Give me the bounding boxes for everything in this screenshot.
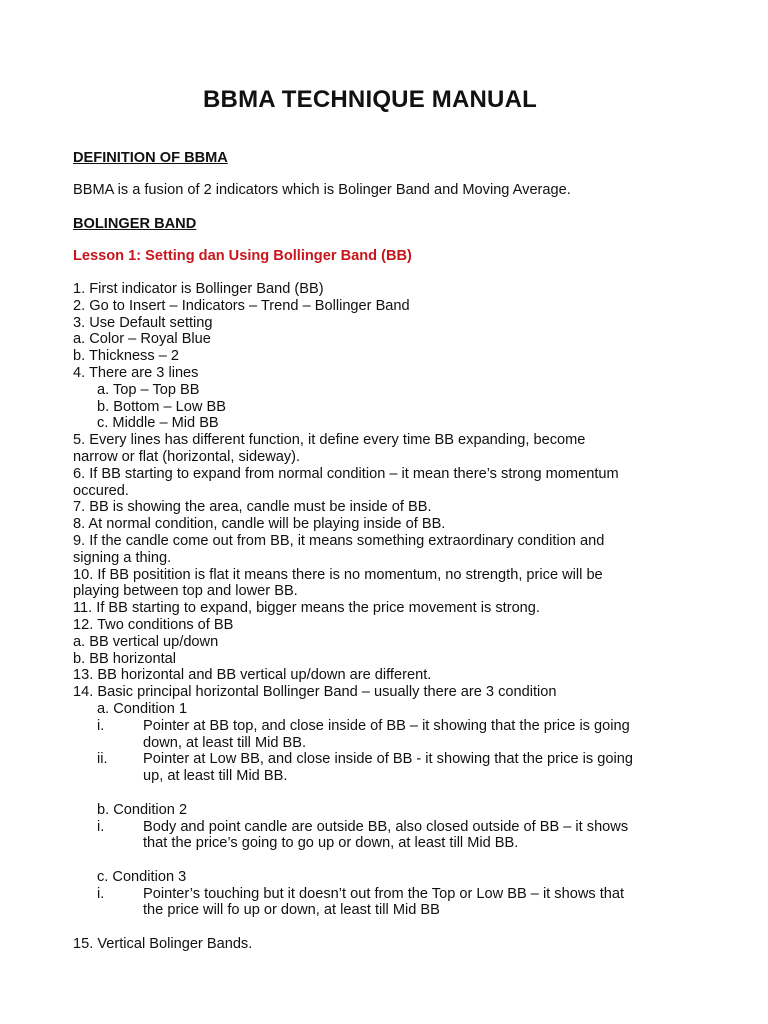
list-item <box>73 819 693 836</box>
list-item: a. Top – Top BB <box>97 381 200 398</box>
list-item: 2. Go to Insert – Indicators – Trend – Bollinger Band <box>73 297 410 314</box>
list-item: 1. First indicator is Bollinger Band (BB) <box>73 281 324 297</box>
list-item: c. Middle – Mid BB <box>97 415 219 432</box>
list-item: 5. Every lines has different function, it define every time BB expanding, become <box>73 432 586 449</box>
spacer <box>73 852 693 869</box>
list-item: playing between top and lower BB. <box>73 583 298 600</box>
list-item: narrow or flat (horizontal, sideway). <box>73 448 301 465</box>
list-item-continuation: that the price’s going to go up or down, at least till Mid BB. <box>143 835 519 852</box>
list-item: a. Condition 1 <box>97 700 188 717</box>
list-item <box>73 886 693 903</box>
list-item: 8. At normal condition, candle will be playing inside of BB. <box>73 516 446 533</box>
lesson-title: Lesson 1: Setting dan Using Bollinger Band (BB) <box>73 248 412 264</box>
list-item: 4. There are 3 lines <box>73 364 199 381</box>
list-item-continuation: up, at least till Mid BB. <box>143 768 288 785</box>
document-title: BBMA TECHNIQUE MANUAL <box>203 86 537 113</box>
spacer <box>73 785 693 802</box>
list-item-text: Body and point candle are outside BB, also closed outside of BB – it shows <box>143 818 629 835</box>
list-item: b. BB horizontal <box>73 650 177 667</box>
list-item: 10. If BB positition is flat it means there is no momentum, no strength, price will be <box>73 566 603 583</box>
definition-heading: DEFINITION OF BBMA <box>73 150 228 166</box>
list-item: 14. Basic principal horizontal Bollinger Band – usually there are 3 condition <box>73 684 557 701</box>
list-item: b. Thickness – 2 <box>73 348 179 365</box>
list-marker: ii. <box>97 751 108 768</box>
list-item: a. Color – Royal Blue <box>73 331 211 348</box>
list-item: 13. BB horizontal and BB vertical up/down are different. <box>73 667 432 684</box>
list-item-text: Pointer at Low BB, and close inside of BB - it showing that the price is going <box>143 751 633 768</box>
spacer <box>73 919 693 936</box>
list-item <box>73 751 693 768</box>
definition-text: BBMA is a fusion of 2 indicators which is Bolinger Band and Moving Average. <box>73 182 571 198</box>
lesson-body <box>73 281 693 953</box>
list-item-text: Pointer’s touching but it doesn’t out from the Top or Low BB – it shows that <box>143 885 625 902</box>
list-item: 6. If BB starting to expand from normal condition – it mean there’s strong momentum <box>73 465 619 482</box>
list-item: 15. Vertical Bolinger Bands. <box>73 936 253 953</box>
list-item-text: Pointer at BB top, and close inside of BB – it showing that the price is going <box>143 717 630 734</box>
list-item: 3. Use Default setting <box>73 314 213 331</box>
list-item: 12. Two conditions of BB <box>73 616 234 633</box>
list-item: 11. If BB starting to expand, bigger means the price movement is strong. <box>73 600 540 617</box>
list-item: signing a thing. <box>73 549 172 566</box>
list-item: occured. <box>73 482 129 499</box>
list-marker: i. <box>97 885 105 902</box>
list-marker: i. <box>97 818 105 835</box>
list-item: a. BB vertical up/down <box>73 633 219 650</box>
list-item-continuation: the price will fo up or down, at least till Mid BB <box>143 902 440 919</box>
list-item-continuation: down, at least till Mid BB. <box>143 734 307 751</box>
list-marker: i. <box>97 717 105 734</box>
list-item <box>73 718 693 735</box>
list-item: c. Condition 3 <box>97 868 187 885</box>
list-item: b. Condition 2 <box>97 801 188 818</box>
bollinger-band-heading: BOLINGER BAND <box>73 216 197 232</box>
list-item: 9. If the candle come out from BB, it means something extraordinary condition and <box>73 532 605 549</box>
list-item: 7. BB is showing the area, candle must be inside of BB. <box>73 499 432 516</box>
list-item: b. Bottom – Low BB <box>97 398 226 415</box>
